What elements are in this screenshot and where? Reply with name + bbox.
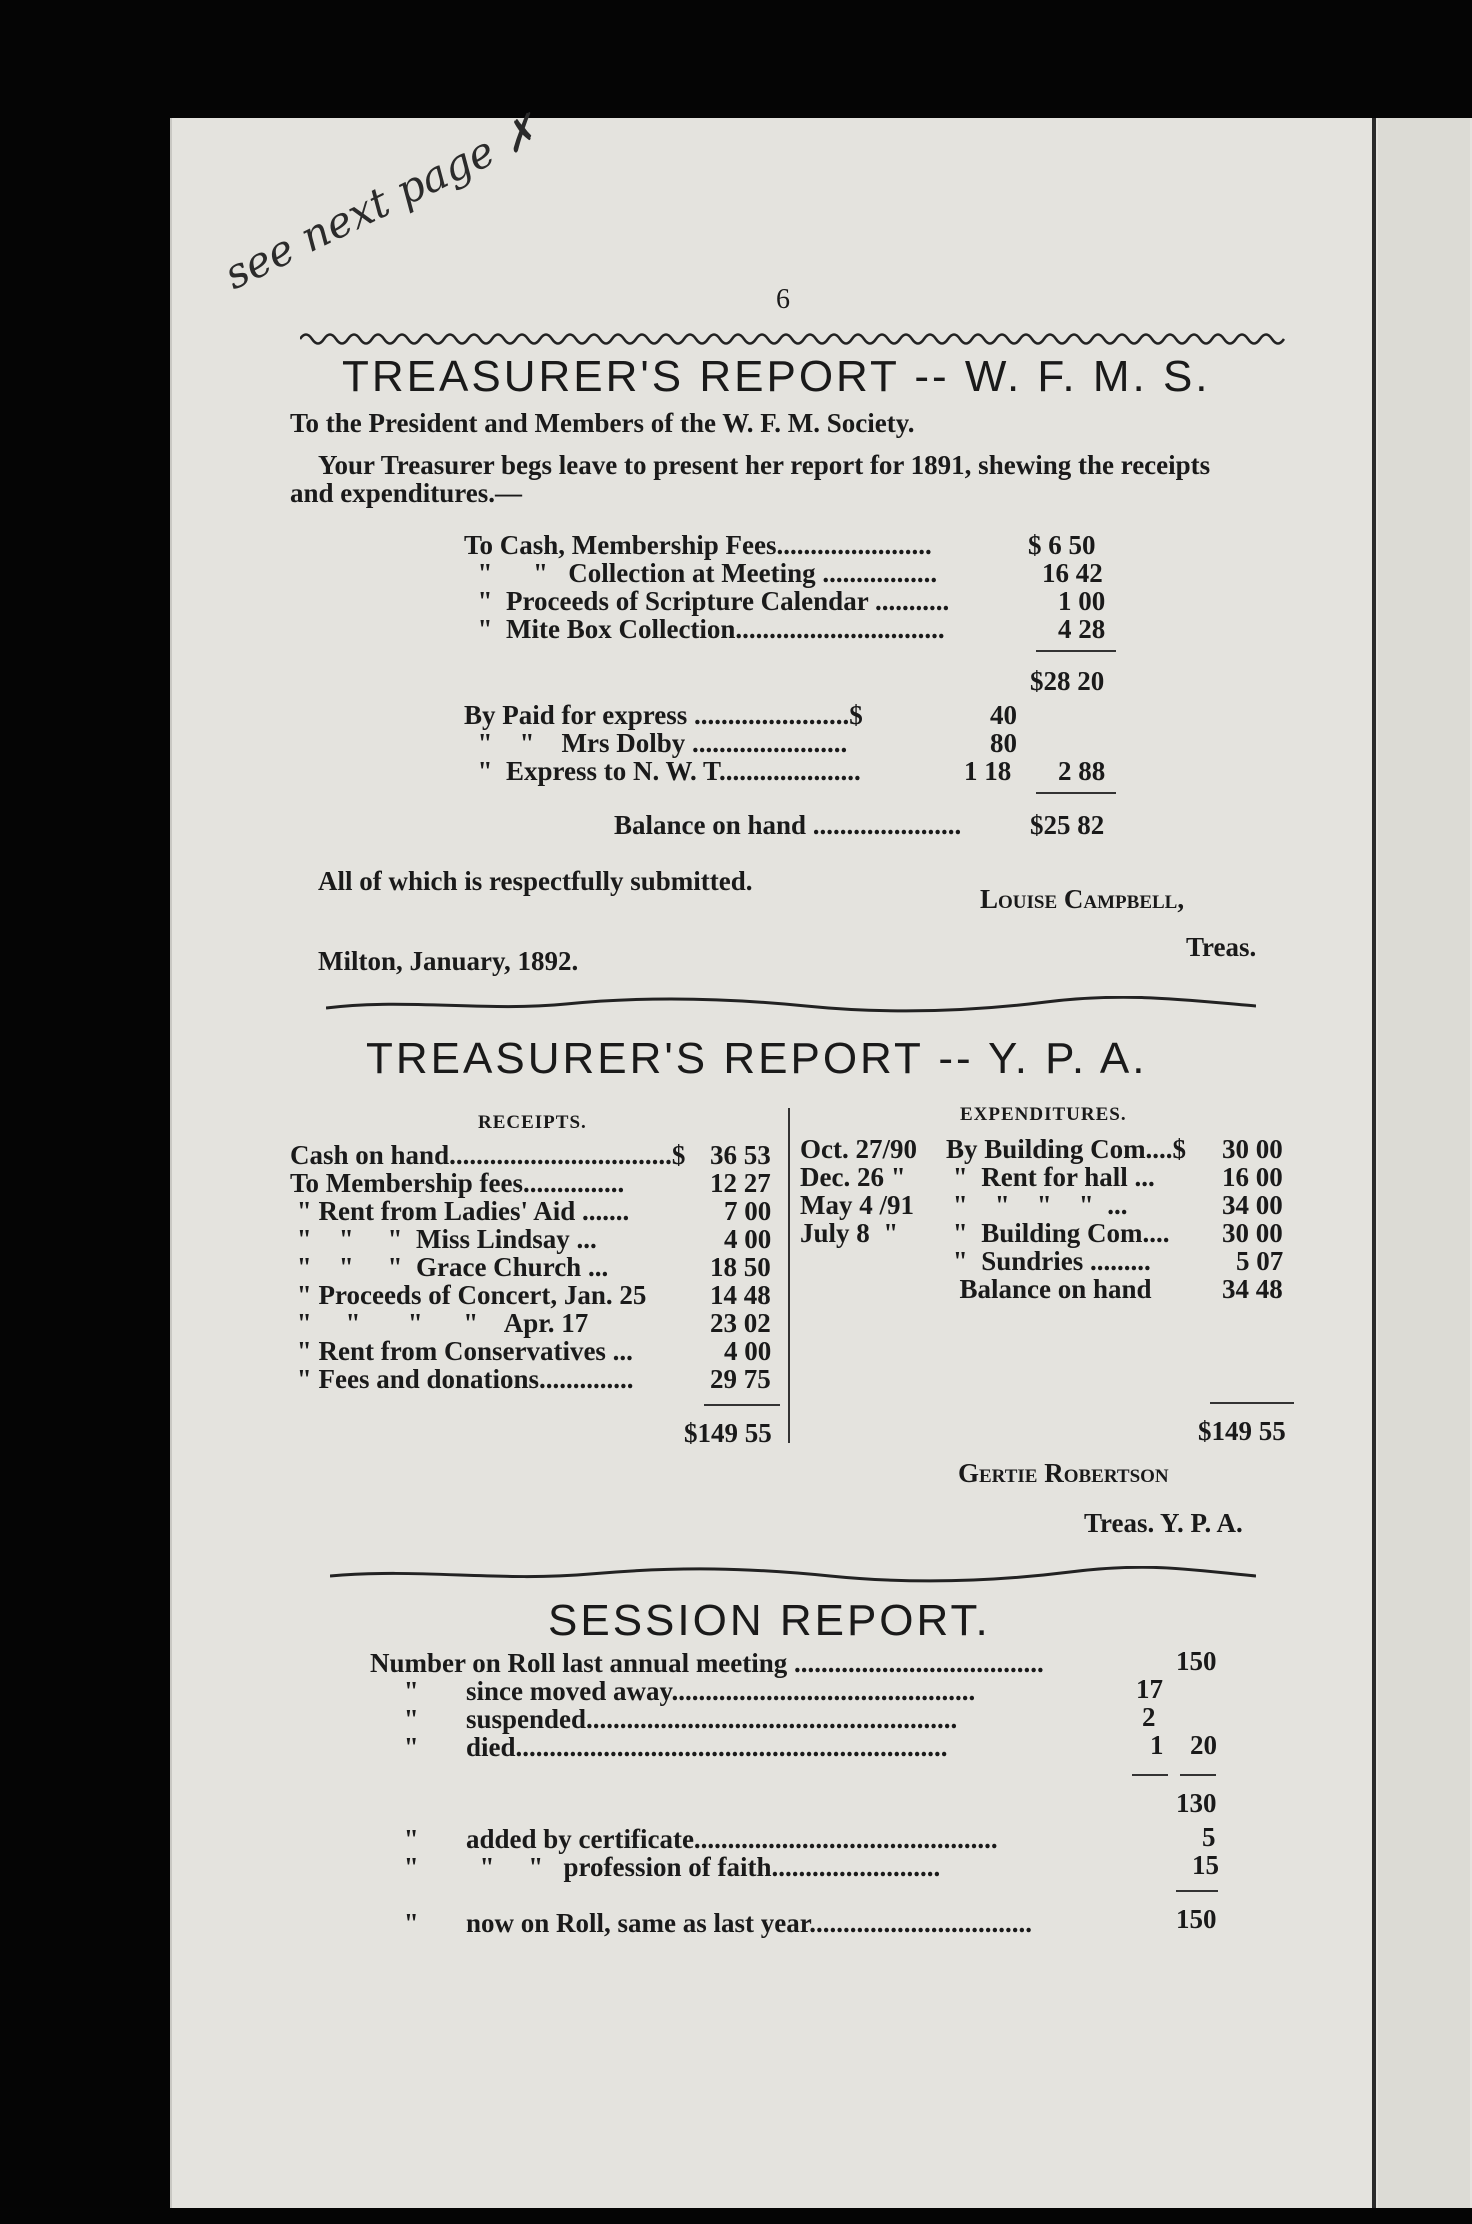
- ypa-exp-label: Balance on hand: [946, 1274, 1152, 1304]
- ypa-receipts-total: $149 55: [684, 1418, 772, 1448]
- ypa-receipt-amount: 4 00: [724, 1336, 772, 1366]
- session-addition-total: 5: [1202, 1822, 1216, 1852]
- session-row-total: 20: [1190, 1730, 1217, 1760]
- ypa-receipt-label: Cash on hand.................................$: [290, 1140, 686, 1170]
- wfms-receipt-amount: 1 00: [1058, 586, 1106, 616]
- page-number: 6: [776, 284, 790, 315]
- ypa-receipt-label: " Rent from Ladies' Aid .......: [290, 1196, 630, 1226]
- ypa-exp-amount: 16 00: [1222, 1162, 1283, 1192]
- session-addition-total: 15: [1192, 1850, 1219, 1880]
- wfms-intro-line2: and expenditures.—: [290, 478, 523, 508]
- ypa-exp-amount: 30 00: [1222, 1218, 1283, 1248]
- ypa-receipts-header: RECEIPTS.: [478, 1112, 587, 1133]
- ypa-receipt-label: " " " Miss Lindsay ...: [290, 1224, 597, 1254]
- ypa-heading: TREASURER'S REPORT -- Y. P. A.: [366, 1034, 1148, 1083]
- wfms-payment-amount: 80: [990, 728, 1017, 758]
- session-subtotal: 130: [1176, 1788, 1217, 1818]
- ypa-expenditures-total: $149 55: [1198, 1416, 1286, 1446]
- wavy-rule-ypa: [326, 996, 1256, 1014]
- wfms-payment-label: " Express to N. W. T.....................: [464, 756, 861, 786]
- wfms-payment-label: By Paid for express .......................$: [464, 700, 863, 730]
- ypa-exp-amount: 34 48: [1222, 1274, 1283, 1304]
- session-total-rule: [1180, 1774, 1216, 1776]
- wfms-signatory: Louise Campbell,: [980, 884, 1185, 914]
- session-final-rule: [1176, 1890, 1218, 1892]
- wfms-balance-amount: $25 82: [1030, 810, 1105, 840]
- ypa-receipt-amount: 18 50: [710, 1252, 771, 1282]
- session-row-label: " died................................................................: [370, 1732, 948, 1762]
- wfms-payment-amount: 40: [990, 700, 1017, 730]
- ypa-receipts-rule: [704, 1404, 780, 1406]
- ypa-receipt-amount: 36 53: [710, 1140, 771, 1170]
- wfms-receipts-total: $28 20: [1030, 666, 1105, 696]
- wfms-receipt-label: " " Collection at Meeting .................: [464, 558, 938, 588]
- ypa-exp-label: " Sundries .........: [946, 1246, 1151, 1276]
- ypa-title: Treas. Y. P. A.: [1084, 1508, 1243, 1538]
- session-row-total: 150: [1176, 1646, 1217, 1676]
- ypa-exp-amount: 34 00: [1222, 1190, 1283, 1220]
- ypa-exp-date: July 8 ": [800, 1218, 899, 1248]
- ypa-exp-label: By Building Com....$: [946, 1134, 1187, 1164]
- ypa-exp-date: Oct. 27/90: [800, 1134, 917, 1164]
- ypa-expenditures-header: EXPENDITURES.: [960, 1104, 1127, 1125]
- ypa-receipt-label: To Membership fees...............: [290, 1168, 625, 1198]
- ypa-exp-date: May 4 /91: [800, 1190, 914, 1220]
- ypa-receipt-label: " Fees and donations..............: [290, 1364, 634, 1394]
- ypa-signatory: Gertie Robertson: [958, 1458, 1169, 1488]
- session-final-total: 150: [1176, 1904, 1217, 1934]
- session-row-label: Number on Roll last annual meeting .....................................: [370, 1648, 1044, 1678]
- wfms-payment-label: " " Mrs Dolby .......................: [464, 728, 848, 758]
- wfms-receipt-amount: 16 42: [1042, 558, 1103, 588]
- wfms-intro-line1: Your Treasurer begs leave to present her report for 1891, shewing the receipts: [318, 450, 1211, 480]
- wfms-payments-rule: [1036, 792, 1116, 794]
- wfms-receipt-label: " Mite Box Collection...............................: [464, 614, 945, 644]
- wfms-heading: TREASURER'S REPORT -- W. F. M. S.: [342, 352, 1211, 401]
- session-final-label: " now on Roll, same as last year.................................: [370, 1908, 1033, 1938]
- session-row-sub: 17: [1136, 1674, 1163, 1704]
- session-sub-rule: [1132, 1774, 1168, 1776]
- session-addition-label: " " " profession of faith.........................: [370, 1852, 941, 1882]
- wfms-receipt-label: " Proceeds of Scripture Calendar ...........: [464, 586, 950, 616]
- ypa-receipt-amount: 14 48: [710, 1280, 771, 1310]
- wfms-receipt-label: To Cash, Membership Fees.......................: [464, 530, 932, 560]
- session-heading: SESSION REPORT.: [548, 1596, 991, 1645]
- ypa-exp-label: " Rent for hall ...: [946, 1162, 1155, 1192]
- ypa-exp-label: " " " " ...: [946, 1190, 1128, 1220]
- wfms-closing: All of which is respectfully submitted.: [318, 866, 753, 896]
- ypa-receipt-amount: 23 02: [710, 1308, 771, 1338]
- wfms-payment-amount: 1 18: [964, 756, 1012, 786]
- handwritten-note: see next page ✗: [216, 104, 546, 300]
- ypa-receipt-amount: 4 00: [724, 1224, 772, 1254]
- ypa-exp-amount: 5 07: [1236, 1246, 1284, 1276]
- ypa-exp-label: " Building Com....: [946, 1218, 1170, 1248]
- wfms-balance-label: Balance on hand ......................: [614, 810, 962, 840]
- session-row-label: " since moved away.............................................: [370, 1676, 976, 1706]
- wfms-receipt-amount: 4 28: [1058, 614, 1106, 644]
- ypa-receipt-amount: 29 75: [710, 1364, 771, 1394]
- ypa-receipt-amount: 7 00: [724, 1196, 772, 1226]
- ypa-exp-amount: 30 00: [1222, 1134, 1283, 1164]
- ypa-receipt-label: " Rent from Conservatives ...: [290, 1336, 633, 1366]
- wfms-address: To the President and Members of the W. F. M. Society.: [290, 408, 915, 438]
- page-fold-line: [1372, 118, 1376, 2208]
- session-row-sub: 2: [1142, 1702, 1156, 1732]
- ypa-receipt-label: " " " Grace Church ...: [290, 1252, 609, 1282]
- session-row-label: " suspended.......................................................: [370, 1704, 958, 1734]
- ypa-exp-date: Dec. 26 ": [800, 1162, 906, 1192]
- session-row-sub: 1: [1150, 1730, 1164, 1760]
- ypa-receipt-amount: 12 27: [710, 1168, 771, 1198]
- ypa-expenditures-rule: [1210, 1402, 1294, 1404]
- wfms-receipts-rule: [1036, 650, 1116, 652]
- ypa-receipt-label: " " " " Apr. 17: [290, 1308, 589, 1338]
- wfms-title: Treas.: [1186, 932, 1257, 962]
- wavy-rule-session: [330, 1566, 1256, 1584]
- ypa-receipt-label: " Proceeds of Concert, Jan. 25: [290, 1280, 647, 1310]
- wavy-rule-top: [300, 330, 1290, 348]
- adjacent-page-edge: [1378, 118, 1470, 2208]
- wfms-payment-total: 2 88: [1058, 756, 1106, 786]
- session-addition-label: " added by certificate.............................................: [370, 1824, 998, 1854]
- ypa-column-divider: [788, 1108, 790, 1443]
- wfms-place-date: Milton, January, 1892.: [318, 946, 579, 976]
- wfms-receipt-amount: $ 6 50: [1028, 530, 1096, 560]
